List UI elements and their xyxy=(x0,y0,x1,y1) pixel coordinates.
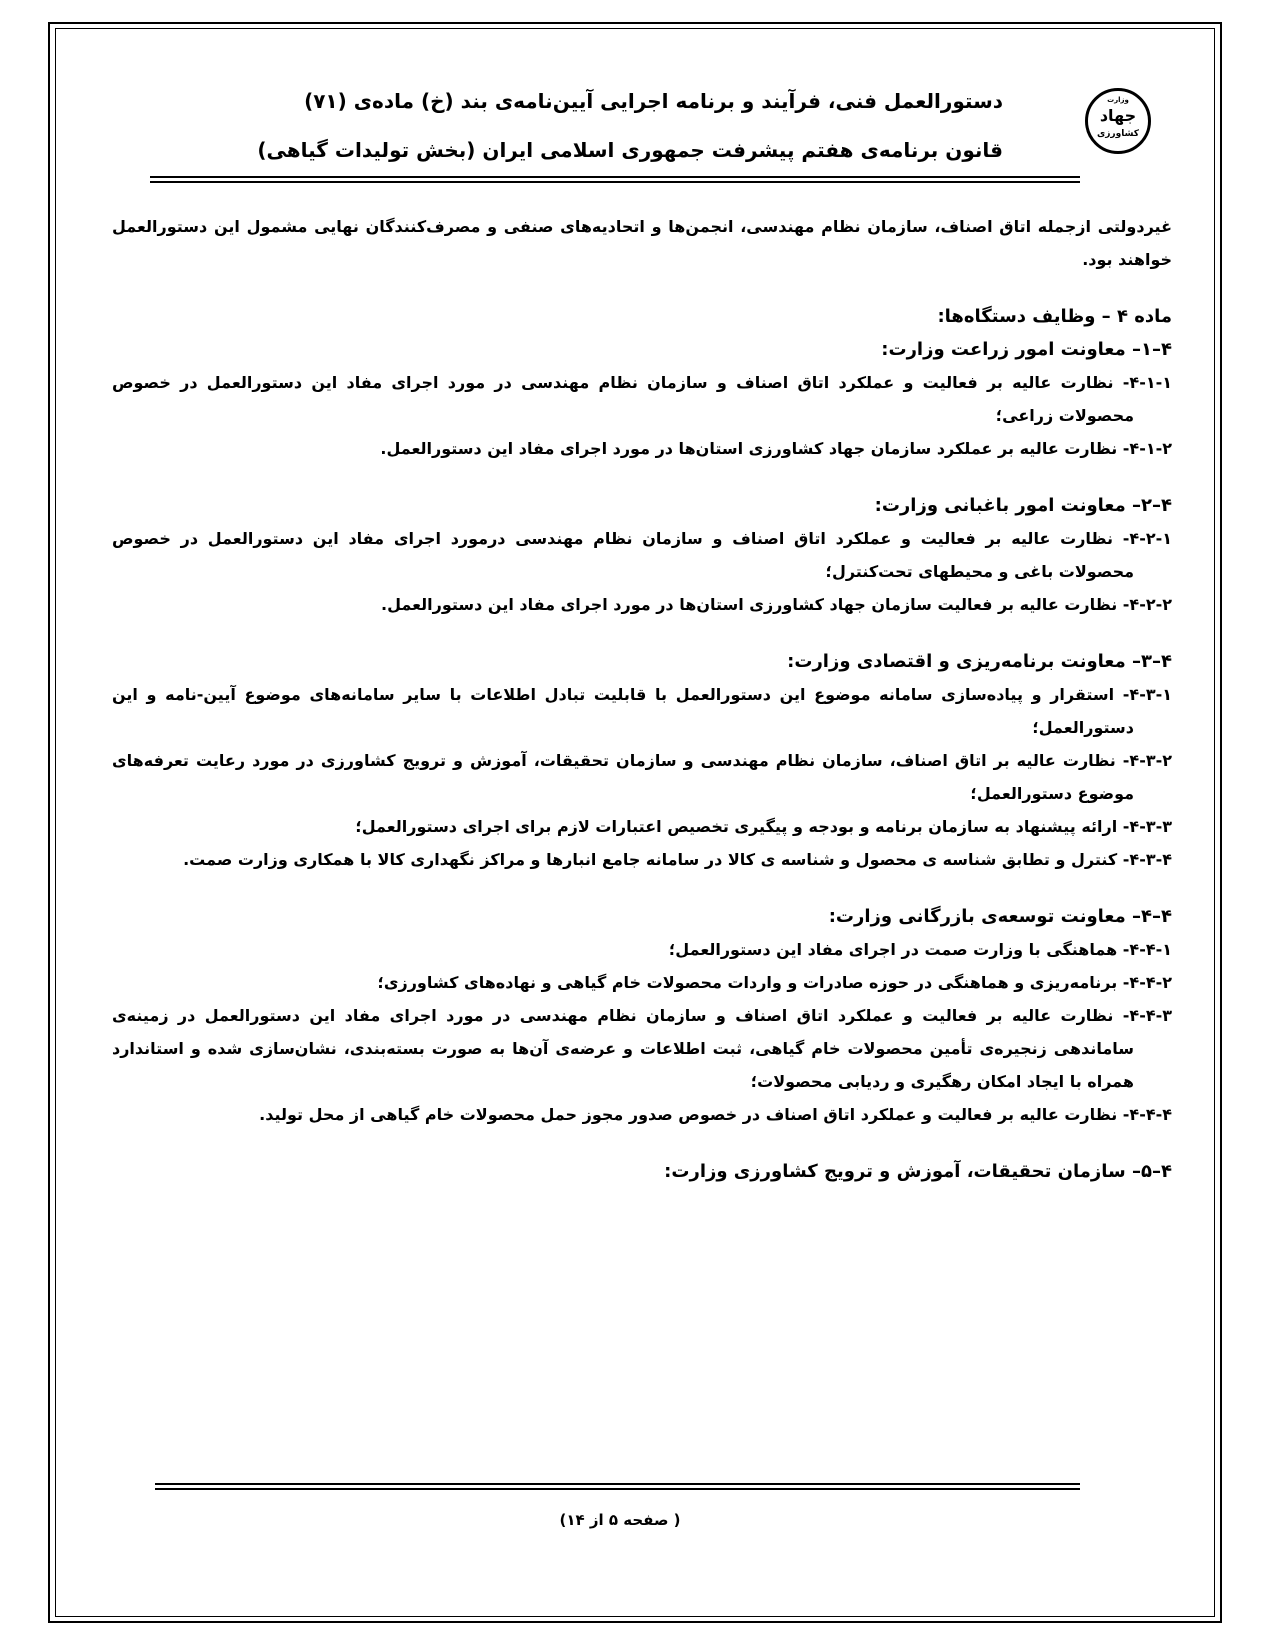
item-4-4-4: ۴-۴-۴- نظارت عالیه بر فعالیت و عملکرد اتاق اصناف در خصوص صدور مجوز حمل محصولات خام گیاهی از محل تولید. xyxy=(259,1105,1172,1124)
logo-text-bottom: کشاورزی xyxy=(1097,129,1139,139)
logo-text-main: جهاد xyxy=(1099,106,1137,125)
ministry-logo xyxy=(1085,88,1151,154)
section-4-3-title: ۴–۳– معاونت برنامه‌ریزی و اقتصادی وزارت: xyxy=(787,651,1172,672)
header-title-line1: دستورالعمل فنی، فرآیند و برنامه اجرایی آیین‌نامه‌ی بند (خ) ماده‌ی (۷۱) xyxy=(304,89,1003,113)
footer-rule-bottom xyxy=(155,1488,1080,1490)
item-4-4-1: ۴-۴-۱- هماهنگی با وزارت صمت در اجرای مفاد این دستورالعمل؛ xyxy=(668,940,1172,959)
article-4-heading: ماده ۴ – وظایف دستگاه‌ها: xyxy=(937,306,1172,327)
section-4-1-title: ۴–۱– معاونت امور زراعت وزارت: xyxy=(881,339,1172,360)
item-4-3-1: ۴-۳-۱- استقرار و پیاده‌سازی سامانه موضوع این دستورالعمل با قابلیت تبادل اطلاعات با سایر سامانه‌های موضوع آیین-نامه و این دستورالعمل؛ xyxy=(112,685,1172,737)
item-4-3-4: ۴-۳-۴- کنترل و تطابق شناسه ی محصول و شناسه ی کالا در سامانه جامع انبارها و مراکز نگهداری کالا با همکاری وزارت صمت. xyxy=(183,850,1172,869)
header-rule-top xyxy=(150,176,1080,178)
item-4-4-3: ۴-۴-۳- نظارت عالیه بر فعالیت و عملکرد اتاق اصناف و سازمان نظام مهندسی در مورد اجرای مفاد این دستورالعمل در زمینه‌ی ساماندهی زنجیره‌ی تأمین محصولات خام گیاهی، ثبت اطلاعات و عرضه‌ی آن‌ها به صورت بسته‌بندی، نشان‌سازی شده و استاندارد همراه با ایجاد امکان رهگیری و ردیابی محصولات؛ xyxy=(112,1006,1172,1091)
section-4-5-title: ۴–۵– سازمان تحقیقات، آموزش و ترویج کشاورزی وزارت: xyxy=(664,1161,1172,1182)
item-4-3-3: ۴-۳-۳- ارائه پیشنهاد به سازمان برنامه و بودجه و پیگیری تخصیص اعتبارات لازم برای اجرای دستورالعمل؛ xyxy=(355,817,1172,836)
item-4-1-1: ۴-۱-۱- نظارت عالیه بر فعالیت و عملکرد اتاق اصناف و سازمان نظام مهندسی در مورد اجرای مفاد این دستورالعمل در خصوص محصولات زراعی؛ xyxy=(112,373,1172,425)
item-4-4-2: ۴-۴-۲- برنامه‌ریزی و هماهنگی در حوزه صادرات و واردات محصولات خام گیاهی و نهاده‌های کشاورزی؛ xyxy=(377,973,1172,992)
header-rule-bottom xyxy=(150,181,1080,183)
item-4-2-2: ۴-۲-۲- نظارت عالیه بر فعالیت سازمان جهاد کشاورزی استان‌ها در مورد اجرای مفاد این دستورالعمل. xyxy=(381,595,1172,614)
item-4-3-2: ۴-۳-۲- نظارت عالیه بر اتاق اصناف، سازمان نظام مهندسی و سازمان تحقیقات، آموزش و ترویج کشاورزی در مورد رعایت تعرفه‌های موضوع دستورالعمل؛ xyxy=(112,751,1172,803)
document-body xyxy=(112,210,1172,1188)
header-title-line2: قانون برنامه‌ی هفتم پیشرفت جمهوری اسلامی ایران (بخش تولیدات گیاهی) xyxy=(257,138,1003,162)
intro-paragraph: غیردولتی ازجمله اتاق اصناف، سازمان نظام مهندسی، انجمن‌ها و اتحادیه‌های صنفی و مصرف‌کنندگان نهایی مشمول این دستورالعمل خواهند بود. xyxy=(112,217,1172,269)
item-4-1-2: ۴-۱-۲- نظارت عالیه بر عملکرد سازمان جهاد کشاورزی استان‌ها در مورد اجرای مفاد این دستورالعمل. xyxy=(380,439,1172,458)
item-4-2-1: ۴-۲-۱- نظارت عالیه بر فعالیت و عملکرد اتاق اصناف و سازمان نظام مهندسی درمورد اجرای مفاد این دستورالعمل در خصوص محصولات باغی و محیطهای تحت‌کنترل؛ xyxy=(112,529,1172,581)
section-4-4-title: ۴–۴– معاونت توسعه‌ی بازرگانی وزارت: xyxy=(828,906,1172,927)
section-4-2-title: ۴–۲– معاونت امور باغبانی وزارت: xyxy=(874,495,1172,516)
footer-rule-top xyxy=(155,1483,1080,1485)
logo-text-top: وزارت xyxy=(1107,96,1129,104)
page-number: ( صفحه ۵ از ۱۴) xyxy=(559,1511,681,1529)
